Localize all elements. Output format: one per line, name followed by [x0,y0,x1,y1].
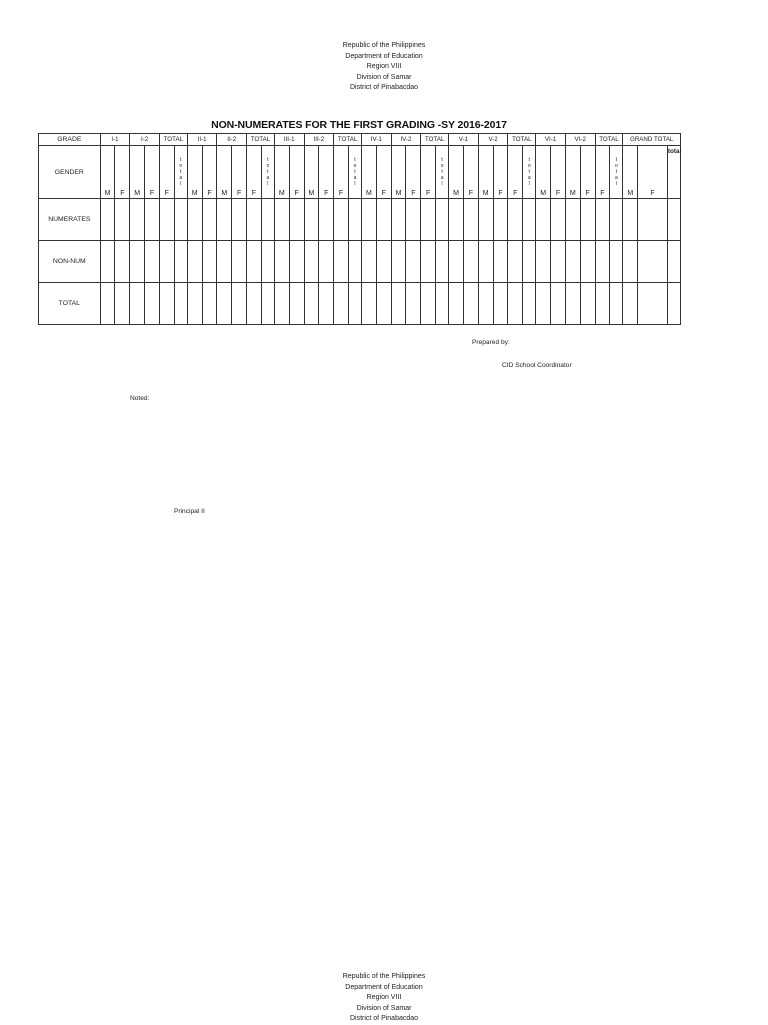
section-header: VI-1 [536,134,566,146]
total-vertical-label: t o t a l [610,146,623,199]
table-cell[interactable] [667,199,680,241]
table-cell[interactable] [289,199,304,241]
grand-total-header: GRAND TOTAL [623,134,681,146]
female-column-label: F [463,146,478,199]
table-cell[interactable] [421,199,436,241]
table-cell[interactable] [217,241,232,283]
male-column-label: M [391,146,406,199]
table-cell[interactable] [436,241,449,283]
table-cell[interactable] [145,241,160,283]
grade-header-row [39,134,681,146]
table-cell[interactable] [595,241,610,283]
letterhead-bottom [0,972,768,1025]
table-cell[interactable] [406,199,421,241]
female-column-label: F [334,146,349,199]
letterhead-line: Region VIII [366,994,402,1001]
table-cell[interactable] [159,241,174,283]
total-header: TOTAL [508,134,536,146]
table-cell[interactable] [115,283,130,325]
table-cell[interactable] [232,199,247,241]
table-cell[interactable] [115,199,130,241]
female-column-label: F [115,146,130,199]
table-cell[interactable] [376,241,391,283]
table-cell[interactable] [478,241,493,283]
table-cell[interactable] [406,241,421,283]
table-cell[interactable] [623,283,638,325]
male-column-label: M [130,146,145,199]
table-cell[interactable] [493,199,508,241]
grade-label: GRADE [39,134,101,146]
principal-title: Principal II [174,508,205,515]
table-cell[interactable] [449,241,464,283]
section-header: V-2 [478,134,508,146]
table-cell[interactable] [159,283,174,325]
table-cell[interactable] [100,199,115,241]
table-cell[interactable] [449,283,464,325]
female-column-label: F [376,146,391,199]
table-cell[interactable] [319,199,334,241]
table-cell[interactable] [362,241,377,283]
female-column-label: F [406,146,421,199]
table-cell[interactable] [348,199,361,241]
table-cell[interactable] [130,283,145,325]
letterhead-line: Department of Education [345,52,423,60]
table-cell[interactable] [580,199,595,241]
male-column-label: M [304,146,319,199]
table-cell[interactable] [289,283,304,325]
female-column-label: F [493,146,508,199]
table-cell[interactable] [202,283,217,325]
table-cell[interactable] [261,283,274,325]
table-cell[interactable] [334,199,349,241]
table-cell[interactable] [319,283,334,325]
table-cell[interactable] [623,199,638,241]
table-cell[interactable] [174,241,187,283]
section-header: III-2 [304,134,334,146]
letterhead-top [0,41,768,94]
table-cell[interactable] [376,283,391,325]
row-label: NON-NUM [39,241,101,283]
table-cell[interactable] [232,283,247,325]
table-cell[interactable] [247,283,262,325]
table-cell[interactable] [319,241,334,283]
table-cell[interactable] [508,241,523,283]
table-cell[interactable] [159,199,174,241]
table-cell[interactable] [508,199,523,241]
coordinator-title: CID School Coordinator [502,362,572,369]
male-column-label: M [187,146,202,199]
table-cell[interactable] [274,199,289,241]
table-row [39,283,681,325]
letterhead-line: Division of Samar [356,1004,412,1012]
table-cell[interactable] [376,199,391,241]
letterhead-line: Division of Samar [356,73,412,81]
total-vertical-label: t o t a l [174,146,187,199]
table-cell[interactable] [174,283,187,325]
male-column-label: M [623,146,638,199]
table-cell[interactable] [536,283,551,325]
table-cell[interactable] [261,199,274,241]
table-cell[interactable] [551,241,566,283]
table-cell[interactable] [536,199,551,241]
table-cell[interactable] [536,241,551,283]
total-header: TOTAL [595,134,623,146]
section-header: I-2 [130,134,160,146]
table-row [39,199,681,241]
table-cell[interactable] [551,283,566,325]
table-cell[interactable] [217,283,232,325]
table-cell[interactable] [523,199,536,241]
female-column-label: F [289,146,304,199]
letterhead-line: District of Pinabacdao [349,84,419,91]
table-cell[interactable] [362,199,377,241]
total-vertical-label: t o t a l [348,146,361,199]
gender-label: GENDER [39,146,101,199]
male-column-label: M [217,146,232,199]
male-column-label: M [274,146,289,199]
table-cell[interactable] [145,283,160,325]
table-cell[interactable] [493,283,508,325]
prepared-by-label: Prepared by: [472,339,510,346]
section-header: VI-2 [565,134,595,146]
letterhead-line: District of Pinabacdao [349,1015,419,1022]
row-label: NUMERATES [39,199,101,241]
section-header: III-1 [274,134,304,146]
table-cell[interactable] [289,241,304,283]
table-cell[interactable] [421,241,436,283]
female-column-label: F [580,146,595,199]
female-column-label: F [551,146,566,199]
table-cell[interactable] [421,283,436,325]
table-cell[interactable] [115,241,130,283]
table-cell[interactable] [130,199,145,241]
table-row [39,241,681,283]
table-cell[interactable] [436,283,449,325]
section-header: IV-1 [362,134,392,146]
male-column-label: M [100,146,115,199]
table-cell[interactable] [334,241,349,283]
table-cell[interactable] [667,283,680,325]
table-cell[interactable] [202,241,217,283]
table-cell[interactable] [362,283,377,325]
table-cell[interactable] [247,241,262,283]
table-cell[interactable] [565,283,580,325]
table-cell[interactable] [523,241,536,283]
table-cell[interactable] [667,241,680,283]
table-cell[interactable] [463,241,478,283]
female-column-label: F [145,146,160,199]
table-cell[interactable] [232,241,247,283]
table-cell[interactable] [261,241,274,283]
table-cell[interactable] [610,241,623,283]
male-column-label: M [362,146,377,199]
table-cell[interactable] [580,283,595,325]
total-vertical-label: t o t a l [523,146,536,199]
table-cell[interactable] [217,199,232,241]
female-column-label: F [421,146,436,199]
table-cell[interactable] [130,241,145,283]
table-cell[interactable] [304,199,319,241]
table-cell[interactable] [565,241,580,283]
section-header: II-2 [217,134,247,146]
table-cell[interactable] [463,283,478,325]
table-cell[interactable] [348,283,361,325]
table-cell[interactable] [478,199,493,241]
letterhead-line: Republic of the Philippines [342,973,426,980]
table-cell[interactable] [551,199,566,241]
row-label: TOTAL [39,283,101,325]
grand-total-vertical-label: total [667,146,680,199]
table-cell[interactable] [187,241,202,283]
male-column-label: M [449,146,464,199]
total-vertical-label: t o t a l [261,146,274,199]
total-header: TOTAL [334,134,362,146]
table-cell[interactable] [247,199,262,241]
table-cell[interactable] [202,199,217,241]
section-header: IV-2 [391,134,421,146]
table-cell[interactable] [610,283,623,325]
male-column-label: M [565,146,580,199]
table-cell[interactable] [638,199,668,241]
table-cell[interactable] [334,283,349,325]
total-header: TOTAL [159,134,187,146]
table-cell[interactable] [406,283,421,325]
table-cell[interactable] [463,199,478,241]
table-cell[interactable] [100,283,115,325]
table-cell[interactable] [523,283,536,325]
female-column-label: F [595,146,610,199]
total-header: TOTAL [247,134,275,146]
table-cell[interactable] [304,241,319,283]
table-cell[interactable] [493,241,508,283]
section-header: I-1 [100,134,130,146]
table-cell[interactable] [174,199,187,241]
male-column-label: M [536,146,551,199]
table-cell[interactable] [391,199,406,241]
gender-header-row [39,146,681,199]
female-column-label: F [508,146,523,199]
table-cell[interactable] [638,241,668,283]
section-header: II-1 [187,134,217,146]
table-cell[interactable] [391,241,406,283]
section-header: V-1 [449,134,479,146]
table-cell[interactable] [595,283,610,325]
total-vertical-label: t o t a l [436,146,449,199]
table-cell[interactable] [348,241,361,283]
table-cell[interactable] [145,199,160,241]
total-header: TOTAL [421,134,449,146]
table-cell[interactable] [623,241,638,283]
table-cell[interactable] [610,199,623,241]
noted-label: Noted: [130,395,150,402]
table-cell[interactable] [274,283,289,325]
table-cell[interactable] [391,283,406,325]
female-column-label: F [638,146,668,199]
table-cell[interactable] [565,199,580,241]
table-cell[interactable] [187,199,202,241]
non-numerates-table [38,133,681,325]
table-cell[interactable] [595,199,610,241]
table-cell[interactable] [187,283,202,325]
table-cell[interactable] [436,199,449,241]
letterhead-line: Region VIII [366,63,402,70]
page-title: NON-NUMERATES FOR THE FIRST GRADING -SY 2016-2017 [211,119,507,131]
table-cell[interactable] [580,241,595,283]
letterhead-line: Department of Education [345,983,423,991]
table-cell[interactable] [508,283,523,325]
table-cell[interactable] [304,283,319,325]
male-column-label: M [478,146,493,199]
table-cell[interactable] [274,241,289,283]
letterhead-line: Republic of the Philippines [342,42,426,49]
female-column-label: F [319,146,334,199]
female-column-label: F [202,146,217,199]
female-column-label: F [247,146,262,199]
table-cell[interactable] [100,241,115,283]
female-column-label: F [232,146,247,199]
table-cell[interactable] [478,283,493,325]
table-cell[interactable] [449,199,464,241]
table-cell[interactable] [638,283,668,325]
female-column-label: F [159,146,174,199]
